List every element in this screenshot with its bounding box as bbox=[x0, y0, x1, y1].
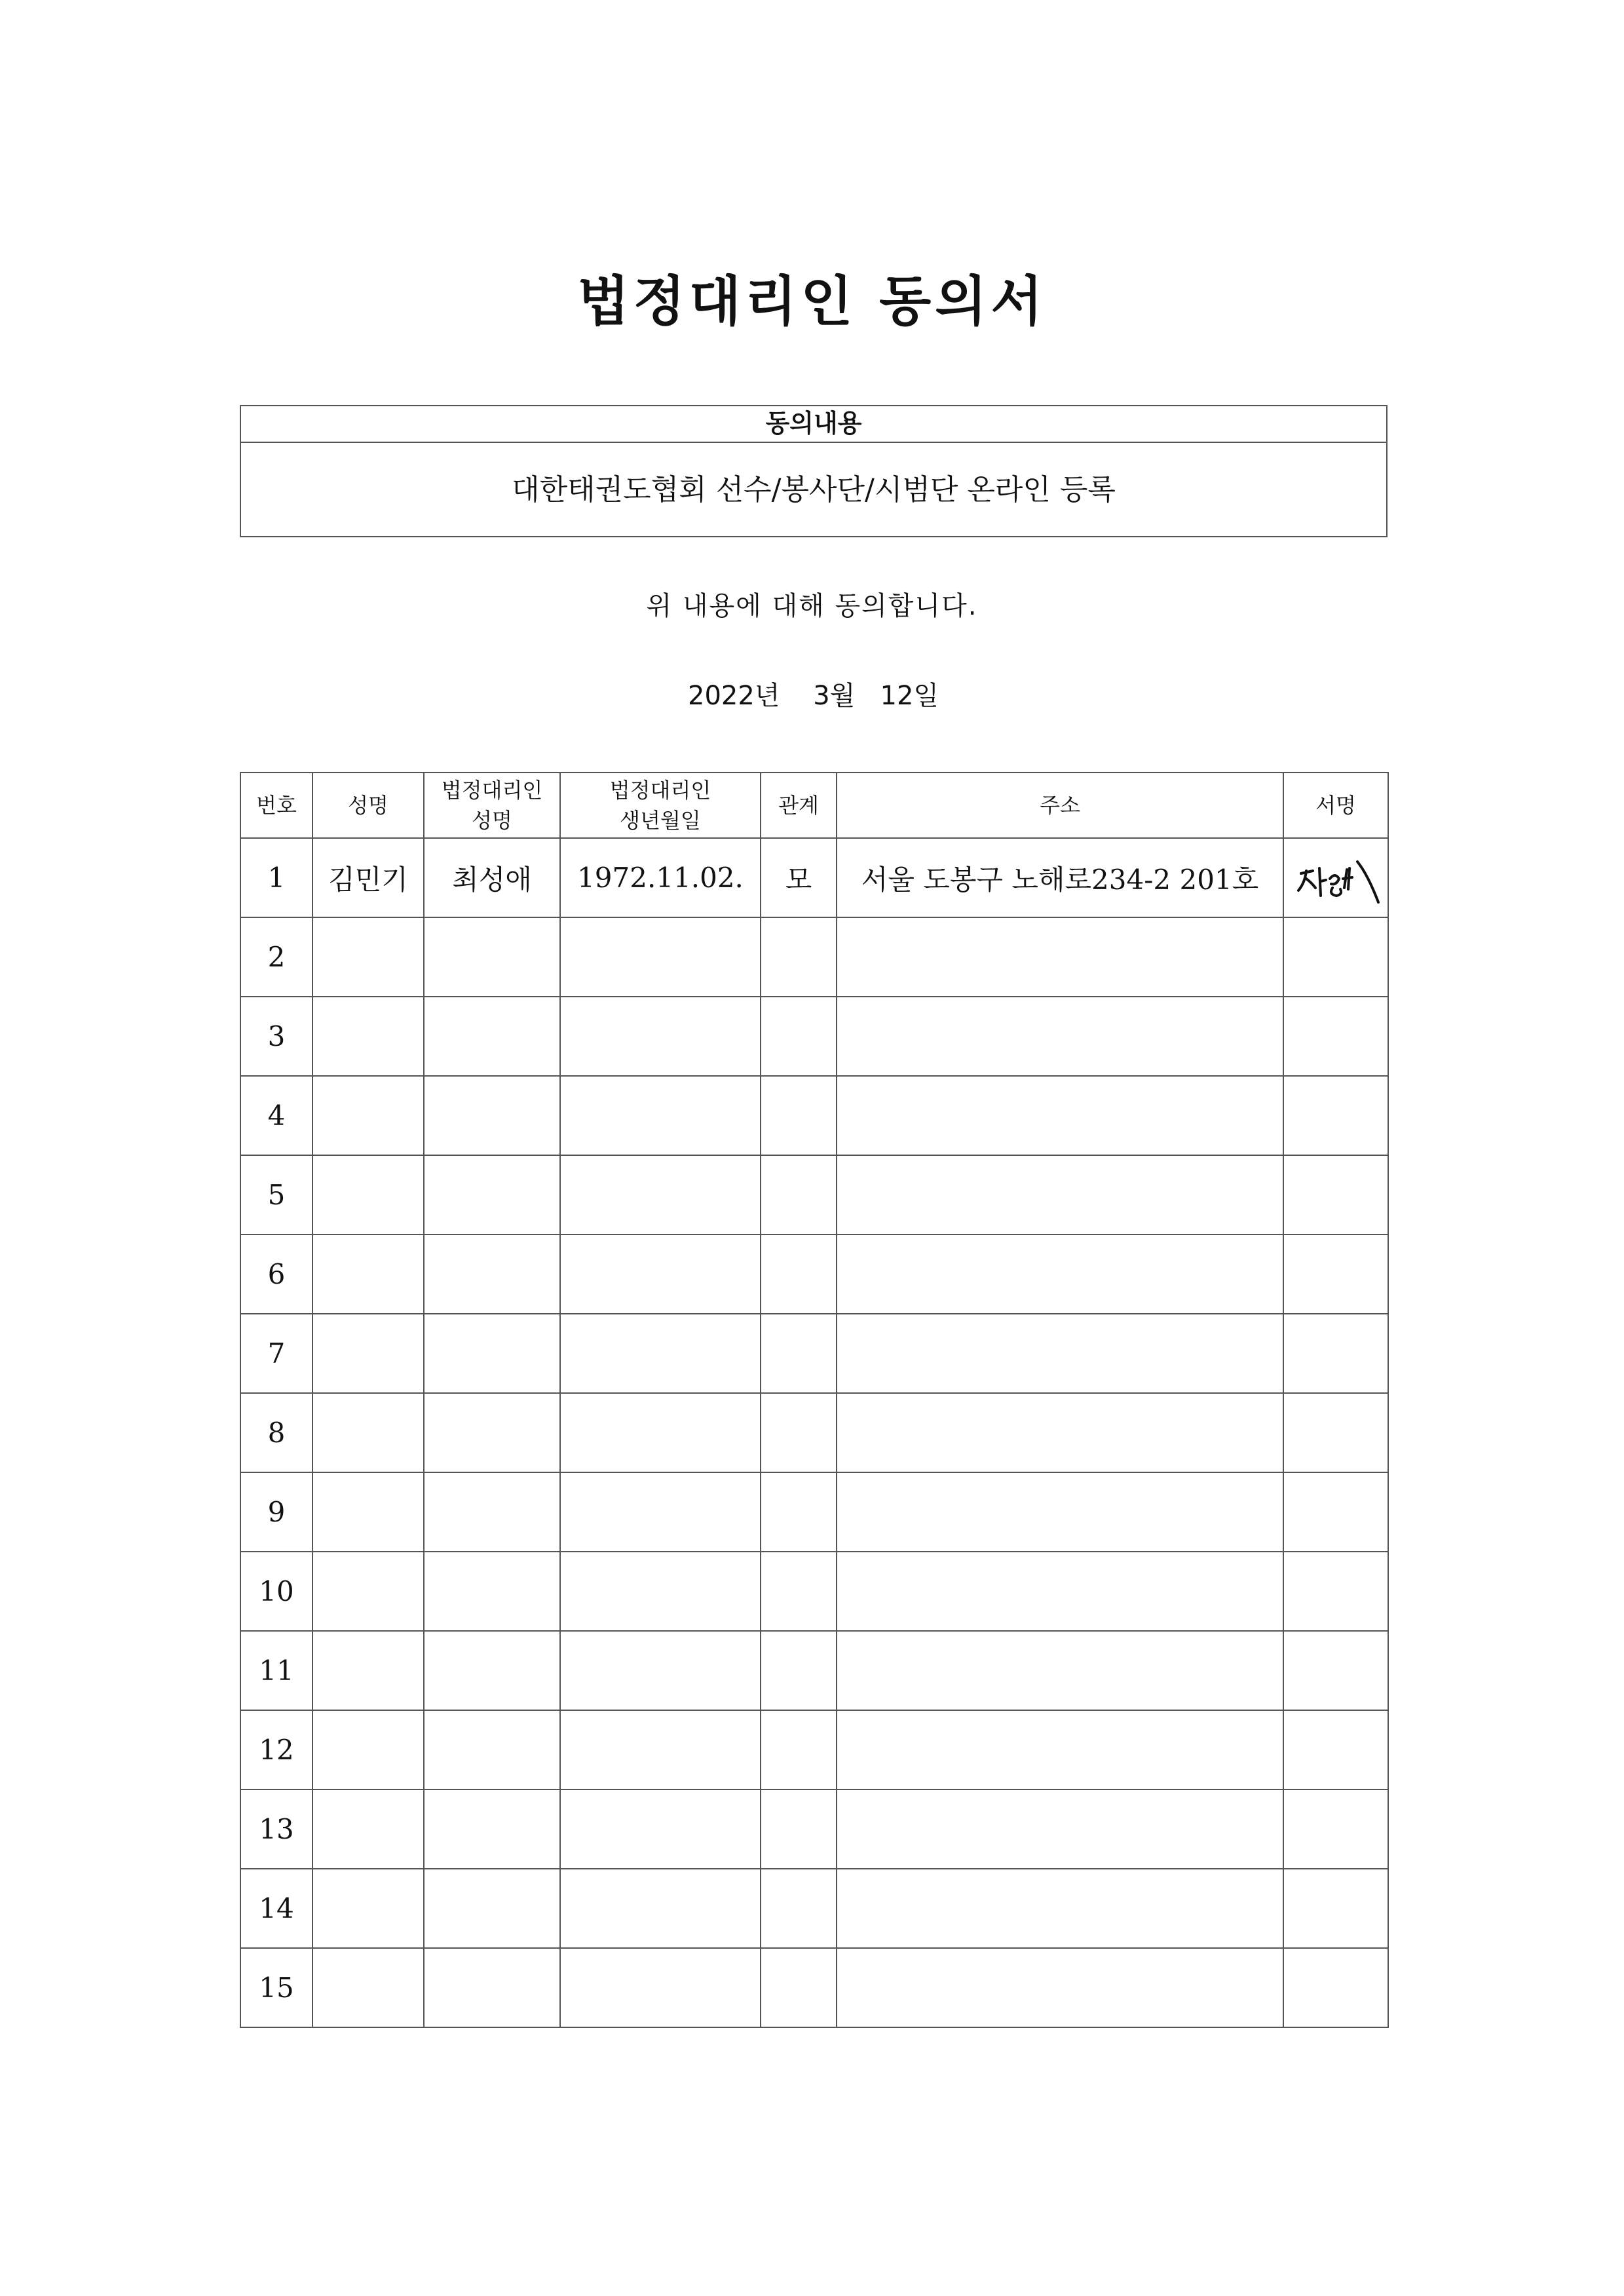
signature-cell bbox=[1283, 1076, 1388, 1155]
signature-cell bbox=[1283, 1948, 1388, 2027]
row-number: 10 bbox=[240, 1552, 312, 1631]
row-number: 15 bbox=[240, 1948, 312, 2027]
table-row bbox=[240, 1710, 1388, 1789]
guardian-name-cell bbox=[424, 1155, 560, 1234]
player-name-cell bbox=[312, 1155, 424, 1234]
player-name-cell bbox=[312, 1234, 424, 1314]
player-name-cell bbox=[312, 1869, 424, 1948]
table-row bbox=[240, 1869, 1388, 1948]
table-row bbox=[240, 1314, 1388, 1393]
guardian-name-cell bbox=[424, 1234, 560, 1314]
header-guardian-birth bbox=[560, 773, 761, 838]
guardian-table bbox=[240, 772, 1389, 2028]
guardian-name-cell bbox=[424, 1076, 560, 1155]
signature-stroke bbox=[1357, 862, 1378, 902]
header-relation: 관계 bbox=[761, 773, 837, 838]
signature-cell bbox=[1283, 1789, 1388, 1869]
relation-cell bbox=[761, 1314, 837, 1393]
consent-header: 동의내용 bbox=[241, 406, 1386, 443]
address-cell bbox=[837, 1631, 1283, 1710]
table-row bbox=[240, 917, 1388, 997]
relation-cell bbox=[761, 1789, 837, 1869]
guardian-name-cell bbox=[424, 1552, 560, 1631]
header-no: 번호 bbox=[240, 773, 312, 838]
row-number: 9 bbox=[240, 1472, 312, 1552]
table-header-row bbox=[240, 773, 1388, 838]
address-cell bbox=[837, 997, 1283, 1076]
consent-content: 대한태권도협회 선수/봉사단/시범단 온라인 등록 bbox=[512, 473, 1116, 507]
signature-stroke bbox=[1330, 875, 1341, 896]
row-number: 8 bbox=[240, 1393, 312, 1472]
signature-cell bbox=[1283, 838, 1388, 917]
row-number: 11 bbox=[240, 1631, 312, 1710]
signature-cell bbox=[1283, 1710, 1388, 1789]
address-cell bbox=[837, 1552, 1283, 1631]
address-cell bbox=[837, 1155, 1283, 1234]
guardian-birth-cell bbox=[560, 997, 761, 1076]
guardian-name-cell bbox=[424, 1869, 560, 1948]
guardian-birth-cell bbox=[560, 1393, 761, 1472]
row-number: 13 bbox=[240, 1789, 312, 1869]
agreement-statement: 위 내용에 대해 동의합니다. bbox=[646, 591, 978, 621]
signature-stroke bbox=[1343, 868, 1352, 889]
table-row bbox=[240, 1948, 1388, 2027]
relation-cell bbox=[761, 917, 837, 997]
signature-stroke bbox=[1298, 871, 1315, 890]
player-name-cell bbox=[312, 1552, 424, 1631]
row-number: 5 bbox=[240, 1155, 312, 1234]
signature-stroke bbox=[1319, 868, 1326, 896]
relation-cell bbox=[761, 1552, 837, 1631]
address-cell bbox=[837, 1789, 1283, 1869]
guardian-birth-cell bbox=[560, 1234, 761, 1314]
player-name-cell bbox=[312, 917, 424, 997]
guardian-name-cell bbox=[424, 1393, 560, 1472]
relation-cell bbox=[761, 1710, 837, 1789]
player-name-cell bbox=[312, 1710, 424, 1789]
row-number: 1 bbox=[240, 838, 312, 917]
row-number: 2 bbox=[240, 917, 312, 997]
relation-cell bbox=[761, 1948, 837, 2027]
guardian-birth-cell bbox=[560, 1155, 761, 1234]
signature-cell bbox=[1283, 1314, 1388, 1393]
relation-cell bbox=[761, 1631, 837, 1710]
table-row bbox=[240, 1631, 1388, 1710]
guardian-birth-cell bbox=[560, 1948, 761, 2027]
address-cell bbox=[837, 1393, 1283, 1472]
table-row bbox=[240, 1393, 1388, 1472]
player-name-cell bbox=[312, 1314, 424, 1393]
guardian-name-cell bbox=[424, 1710, 560, 1789]
table-row bbox=[240, 1552, 1388, 1631]
signature-cell bbox=[1283, 1155, 1388, 1234]
address-cell bbox=[837, 1869, 1283, 1948]
player-name-cell bbox=[312, 1631, 424, 1710]
relation-cell bbox=[761, 1234, 837, 1314]
row-number: 4 bbox=[240, 1076, 312, 1155]
guardian-name-cell bbox=[424, 917, 560, 997]
header-address: 주소 bbox=[837, 773, 1283, 838]
consent-box bbox=[240, 405, 1388, 537]
signature-cell bbox=[1283, 997, 1388, 1076]
table-row bbox=[240, 1076, 1388, 1155]
guardian-birth-cell bbox=[560, 1710, 761, 1789]
guardian-birth-cell bbox=[560, 1789, 761, 1869]
relation-cell: 모 bbox=[761, 838, 837, 917]
table-row bbox=[240, 997, 1388, 1076]
address-cell bbox=[837, 917, 1283, 997]
row-number: 6 bbox=[240, 1234, 312, 1314]
signature-cell bbox=[1283, 917, 1388, 997]
relation-cell bbox=[761, 997, 837, 1076]
signature-cell bbox=[1283, 1393, 1388, 1472]
guardian-birth-cell bbox=[560, 1314, 761, 1393]
guardian-name-cell bbox=[424, 1631, 560, 1710]
address-cell bbox=[837, 1948, 1283, 2027]
relation-cell bbox=[761, 1155, 837, 1234]
guardian-name-cell bbox=[424, 1314, 560, 1393]
address-cell bbox=[837, 1472, 1283, 1552]
row-number: 3 bbox=[240, 997, 312, 1076]
player-name-cell bbox=[312, 997, 424, 1076]
player-name-cell bbox=[312, 1472, 424, 1552]
signature-cell bbox=[1283, 1869, 1388, 1948]
address-cell bbox=[837, 1234, 1283, 1314]
signature-cell bbox=[1283, 1631, 1388, 1710]
date-line: 2022년 3월 12일 bbox=[688, 681, 939, 711]
player-name-cell bbox=[312, 1076, 424, 1155]
row-number: 14 bbox=[240, 1869, 312, 1948]
header-signature: 서명 bbox=[1283, 773, 1388, 838]
table-row bbox=[240, 838, 1388, 917]
address-cell bbox=[837, 1710, 1283, 1789]
signature-cell bbox=[1283, 1472, 1388, 1552]
relation-cell bbox=[761, 1869, 837, 1948]
header-guardian-name-line2: 성명 bbox=[472, 808, 512, 833]
player-name-cell bbox=[312, 1393, 424, 1472]
table-row bbox=[240, 1234, 1388, 1314]
table-row bbox=[240, 1155, 1388, 1234]
header-guardian-name bbox=[424, 773, 560, 838]
guardian-name-cell: 최성애 bbox=[424, 838, 560, 917]
guardian-birth-cell bbox=[560, 1076, 761, 1155]
guardian-name-cell bbox=[424, 1789, 560, 1869]
player-name-cell: 김민기 bbox=[312, 838, 424, 917]
relation-cell bbox=[761, 1472, 837, 1552]
header-guardian-name-line1: 법정대리인 bbox=[441, 778, 543, 803]
table-row bbox=[240, 1789, 1388, 1869]
row-number: 7 bbox=[240, 1314, 312, 1393]
relation-cell bbox=[761, 1393, 837, 1472]
guardian-birth-cell bbox=[560, 917, 761, 997]
document-title: 법정대리인 동의서 bbox=[577, 271, 1047, 333]
guardian-birth-cell bbox=[560, 1869, 761, 1948]
guardian-birth-cell: 1972.11.02. bbox=[560, 838, 761, 917]
handwritten-signature bbox=[1287, 842, 1385, 914]
table-row bbox=[240, 1472, 1388, 1552]
address-cell bbox=[837, 1076, 1283, 1155]
guardian-name-cell bbox=[424, 1948, 560, 2027]
guardian-birth-cell bbox=[560, 1552, 761, 1631]
row-number: 12 bbox=[240, 1710, 312, 1789]
relation-cell bbox=[761, 1076, 837, 1155]
header-guardian-birth-line1: 법정대리인 bbox=[609, 778, 711, 803]
player-name-cell bbox=[312, 1789, 424, 1869]
address-cell: 서울 도봉구 노해로234-2 201호 bbox=[837, 838, 1283, 917]
guardian-birth-cell bbox=[560, 1472, 761, 1552]
header-guardian-birth-line2: 생년월일 bbox=[620, 808, 701, 833]
signature-cell bbox=[1283, 1552, 1388, 1631]
guardian-birth-cell bbox=[560, 1631, 761, 1710]
player-name-cell bbox=[312, 1948, 424, 2027]
header-name: 성명 bbox=[312, 773, 424, 838]
guardian-name-cell bbox=[424, 1472, 560, 1552]
signature-cell bbox=[1283, 1234, 1388, 1314]
guardian-name-cell bbox=[424, 997, 560, 1076]
address-cell bbox=[837, 1314, 1283, 1393]
